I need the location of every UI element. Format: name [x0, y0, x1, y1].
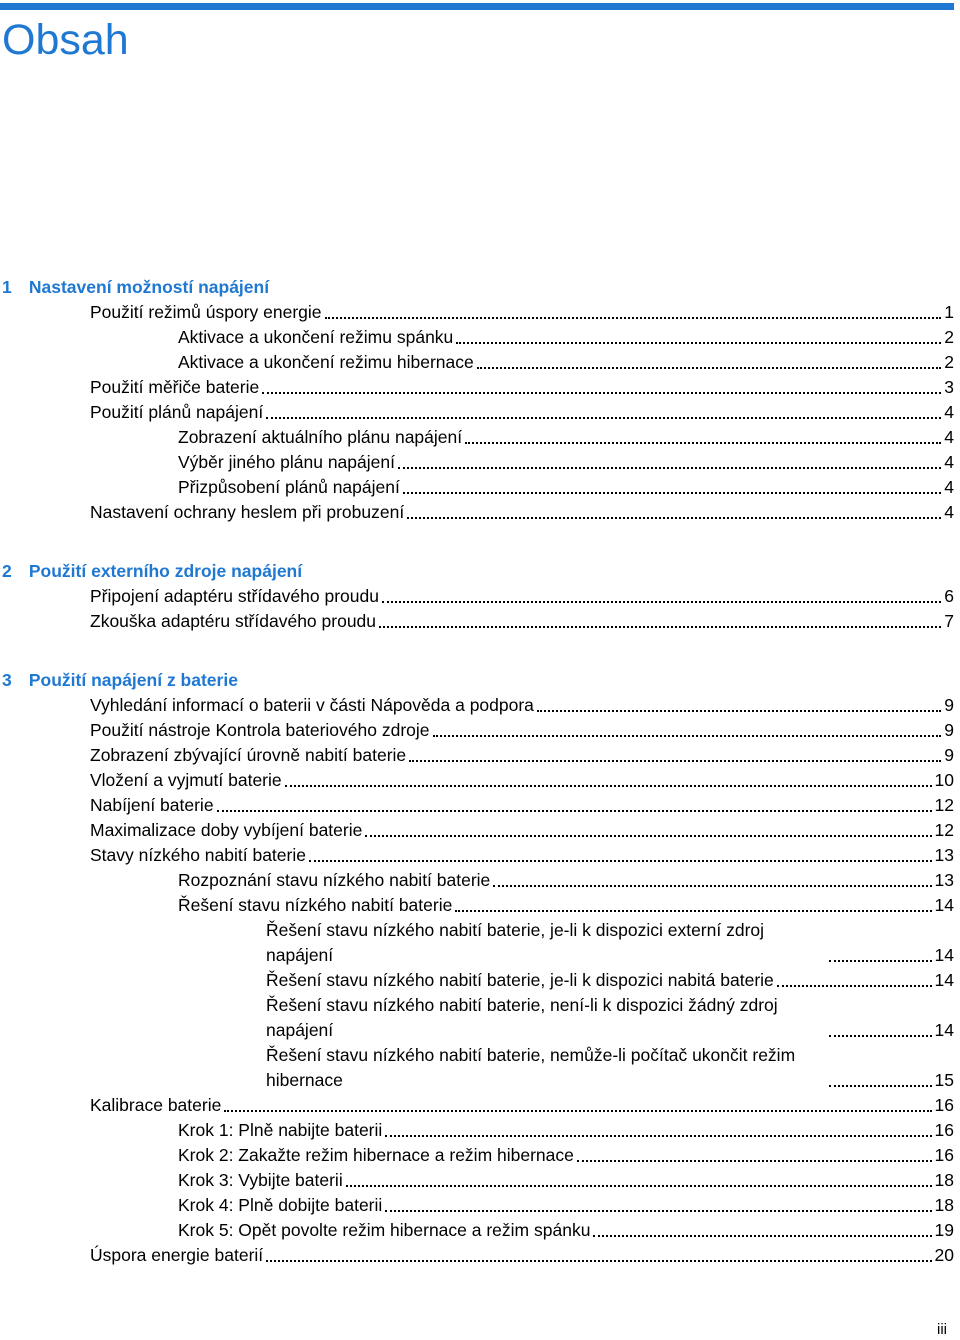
toc-entry-text: Použití měřiče baterie: [90, 377, 260, 397]
toc-entry[interactable]: [0, 584, 954, 609]
toc-entry-text: Aktivace a ukončení režimu hibernace: [178, 352, 474, 372]
chapter-number: 1: [2, 277, 12, 297]
toc-entry-text: Krok 2: Zakažte režim hibernace a režim hibernace: [178, 1145, 574, 1165]
toc-entry-text: Zobrazení zbývající úrovně nabití baterie: [90, 745, 407, 765]
toc-entry-page: 14: [934, 895, 954, 915]
toc-entry-text: Zobrazení aktuálního plánu napájení: [178, 427, 463, 447]
chapter-heading[interactable]: [0, 559, 954, 584]
toc-entry[interactable]: [0, 1118, 954, 1143]
toc-entry[interactable]: [0, 843, 954, 868]
toc-chapter-3: [0, 668, 954, 1268]
chapter-number: 3: [2, 670, 12, 690]
toc-entry[interactable]: [0, 375, 954, 400]
toc-entry[interactable]: [0, 743, 954, 768]
toc-entry-page: 14: [934, 970, 954, 990]
toc-entry[interactable]: [0, 609, 954, 634]
toc-entry-page: 14: [934, 945, 954, 965]
toc-entry[interactable]: [0, 768, 954, 793]
toc-entry-page: 2: [944, 352, 954, 372]
dot-leader: [398, 467, 941, 469]
toc-entry-text: Maximalizace doby vybíjení baterie: [90, 820, 363, 840]
toc-entry-text: Řešení stavu nízkého nabití baterie, je-li k dispozici externí zdroj napájení: [266, 920, 765, 965]
toc-entry-page: 13: [934, 870, 954, 890]
toc-entry-text: Přizpůsobení plánů napájení: [178, 477, 400, 497]
page-number: iii: [937, 1321, 947, 1338]
toc-entry[interactable]: [0, 1143, 954, 1168]
toc-entry-page: 15: [934, 1070, 954, 1090]
toc-entry-page: 4: [944, 477, 954, 497]
toc-entry-text: Řešení stavu nízkého nabití baterie, nemůže-li počítač ukončit režim hibernace: [266, 1045, 796, 1090]
toc-entry[interactable]: [0, 868, 954, 893]
dot-leader: [537, 710, 941, 712]
toc-entry-page: 10: [934, 770, 954, 790]
dot-leader: [365, 835, 931, 837]
toc-entry-text: Rozpoznání stavu nízkého nabití baterie: [178, 870, 491, 890]
toc-entry[interactable]: [0, 425, 954, 450]
toc-chapter-2: [0, 559, 954, 634]
toc-entry-page: 9: [944, 745, 954, 765]
dot-leader: [829, 1085, 932, 1087]
dot-leader: [262, 392, 941, 394]
dot-leader: [346, 1185, 932, 1187]
toc-entry-text: Řešení stavu nízkého nabití baterie: [178, 895, 453, 915]
dot-leader: [409, 760, 941, 762]
toc-entry[interactable]: [0, 918, 954, 968]
toc-entry[interactable]: [0, 500, 954, 525]
chapter-heading[interactable]: [0, 275, 954, 300]
top-rule: [0, 3, 954, 10]
toc-entry-page: 9: [944, 695, 954, 715]
toc-entry-text: Krok 5: Opět povolte režim hibernace a režim spánku: [178, 1220, 591, 1240]
toc-entry[interactable]: [0, 1243, 954, 1268]
chapter-number: 2: [2, 561, 12, 581]
toc-entry-text: Výběr jiného plánu napájení: [178, 452, 395, 472]
toc-entry-text: Nabíjení baterie: [90, 795, 214, 815]
toc-entry[interactable]: [0, 475, 954, 500]
toc-entry-page: 4: [944, 427, 954, 447]
toc-entry-page: 3: [944, 377, 954, 397]
toc-entry[interactable]: [0, 1093, 954, 1118]
toc-entry[interactable]: [0, 400, 954, 425]
toc-entry-page: 6: [944, 586, 954, 606]
toc-entry[interactable]: [0, 993, 954, 1043]
toc-entry[interactable]: [0, 693, 954, 718]
toc-entry-text: Použití nástroje Kontrola bateriového zdroje: [90, 720, 430, 740]
dot-leader: [266, 417, 941, 419]
dot-leader: [465, 442, 941, 444]
toc-entry[interactable]: [0, 793, 954, 818]
toc-entry[interactable]: [0, 818, 954, 843]
toc-entry-page: 7: [944, 611, 954, 631]
dot-leader: [577, 1160, 932, 1162]
toc-entry-text: Řešení stavu nízkého nabití baterie, je-li k dispozici nabitá baterie: [266, 970, 774, 990]
dot-leader: [403, 492, 941, 494]
toc-entry-page: 14: [934, 1020, 954, 1040]
toc-entry-page: 1: [944, 302, 954, 322]
dot-leader: [266, 1260, 931, 1262]
toc-entry-text: Použití režimů úspory energie: [90, 302, 322, 322]
toc-entry-page: 4: [944, 502, 954, 522]
toc-entry-page: 16: [934, 1120, 954, 1140]
toc-entry-page: 19: [934, 1220, 954, 1240]
toc-entry-page: 16: [934, 1095, 954, 1115]
toc-entry-text: Vložení a vyjmutí baterie: [90, 770, 282, 790]
toc-entry-text: Krok 1: Plně nabijte baterii: [178, 1120, 383, 1140]
chapter-title: Použití napájení z baterie: [28, 670, 238, 690]
dot-leader: [456, 342, 941, 344]
dot-leader: [385, 1135, 931, 1137]
toc-entry[interactable]: [0, 1218, 954, 1243]
toc-entry-text: Řešení stavu nízkého nabití baterie, není-li k dispozici žádný zdroj napájení: [266, 995, 778, 1040]
dot-leader: [455, 910, 931, 912]
chapter-title: Použití externího zdroje napájení: [28, 561, 303, 581]
toc-entry-page: 18: [934, 1170, 954, 1190]
toc-entry-text: Nastavení ochrany heslem při probuzení: [90, 502, 405, 522]
dot-leader: [385, 1210, 931, 1212]
toc-entry-page: 4: [944, 402, 954, 422]
toc-entry-text: Připojení adaptéru střídavého proudu: [90, 586, 379, 606]
toc-entry-page: 13: [934, 845, 954, 865]
dot-leader: [309, 860, 932, 862]
toc-entry[interactable]: [0, 1043, 954, 1093]
toc-entry[interactable]: [0, 893, 954, 918]
dot-leader: [382, 601, 941, 603]
dot-leader: [829, 1035, 932, 1037]
toc-entry-text: Krok 4: Plně dobijte baterii: [178, 1195, 383, 1215]
toc-entry-page: 18: [934, 1195, 954, 1215]
toc-entry[interactable]: [0, 968, 954, 993]
dot-leader: [217, 810, 932, 812]
dot-leader: [433, 735, 942, 737]
dot-leader: [325, 317, 942, 319]
toc-entry-page: 16: [934, 1145, 954, 1165]
toc-entry[interactable]: [0, 350, 954, 375]
toc-entry[interactable]: [0, 1168, 954, 1193]
toc-entry[interactable]: [0, 1193, 954, 1218]
chapter-heading[interactable]: [0, 668, 954, 693]
toc-entry[interactable]: [0, 325, 954, 350]
toc-entry-page: 12: [934, 820, 954, 840]
toc-entry-text: Stavy nízkého nabití baterie: [90, 845, 306, 865]
toc-entry-page: 2: [944, 327, 954, 347]
dot-leader: [407, 517, 941, 519]
toc-entry-page: 20: [934, 1245, 954, 1265]
toc-entry[interactable]: [0, 718, 954, 743]
toc-entry-text: Aktivace a ukončení režimu spánku: [178, 327, 454, 347]
toc-entry-text: Kalibrace baterie: [90, 1095, 222, 1115]
page-title: Obsah: [2, 16, 129, 64]
toc-entry-text: Úspora energie baterií: [90, 1245, 264, 1265]
toc-entry-text: Zkouška adaptéru střídavého proudu: [90, 611, 377, 631]
toc-entry-page: 12: [934, 795, 954, 815]
toc-entry[interactable]: [0, 300, 954, 325]
dot-leader: [285, 785, 932, 787]
dot-leader: [829, 960, 932, 962]
toc-entry-page: 9: [944, 720, 954, 740]
toc-entry-text: Vyhledání informací o baterii v části Nápověda a podpora: [90, 695, 534, 715]
toc-chapter-1: [0, 275, 954, 525]
dot-leader: [593, 1235, 931, 1237]
toc-entry-page: 4: [944, 452, 954, 472]
dot-leader: [379, 626, 941, 628]
dot-leader: [477, 367, 942, 369]
dot-leader: [224, 1110, 931, 1112]
toc-entry[interactable]: [0, 450, 954, 475]
dot-leader: [777, 985, 932, 987]
dot-leader: [493, 885, 931, 887]
chapter-title: Nastavení možností napájení: [28, 277, 270, 297]
toc-entry-text: Použití plánů napájení: [90, 402, 264, 422]
toc-entry-text: Krok 3: Vybijte baterii: [178, 1170, 343, 1190]
